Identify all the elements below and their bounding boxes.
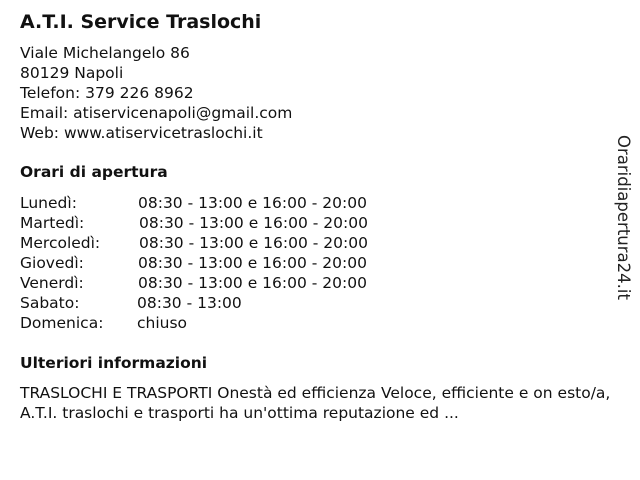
opening-hours-table — [20, 193, 610, 333]
business-card — [20, 10, 610, 423]
info-description: TRASLOCHI E TRASPORTI Onestà ed efficienza Veloce, efficiente e on esto/a, A.T.I. traslochi e trasporti ha un'ottima reputazione ed ... — [20, 384, 611, 422]
time-value: 08:30 - 13:00 e 16:00 - 20:00 — [139, 234, 368, 252]
day-label: Martedì: — [20, 214, 85, 232]
hours-row — [20, 213, 610, 233]
day-label: Venerdì: — [20, 274, 84, 292]
watermark-text: Oraridiapertura24.it — [614, 135, 633, 300]
day-label: Domenica: — [20, 314, 104, 332]
hours-row — [20, 313, 610, 333]
hours-row — [20, 273, 610, 293]
email-address: Email: atiservicenapoli@gmail.com — [20, 104, 293, 122]
time-value: 08:30 - 13:00 e 16:00 - 20:00 — [138, 274, 367, 292]
hours-row — [20, 193, 610, 213]
hours-row — [20, 253, 610, 273]
time-value: chiuso — [137, 314, 188, 332]
website-link: Web: www.atiservicetraslochi.it — [20, 124, 263, 142]
hours-row — [20, 233, 610, 253]
day-label: Lunedì: — [20, 194, 77, 212]
business-name: A.T.I. Service Traslochi — [20, 11, 262, 33]
time-value: 08:30 - 13:00 e 16:00 - 20:00 — [138, 194, 367, 212]
hours-heading: Orari di apertura — [20, 163, 168, 181]
contact-block — [20, 43, 610, 143]
day-label: Sabato: — [20, 294, 80, 312]
phone-number: Telefon: 379 226 8962 — [20, 84, 194, 102]
time-value: 08:30 - 13:00 e 16:00 - 20:00 — [139, 214, 368, 232]
day-label: Mercoledì: — [20, 234, 101, 252]
watermark — [612, 135, 634, 310]
city-address: 80129 Napoli — [20, 64, 124, 82]
time-value: 08:30 - 13:00 e 16:00 - 20:00 — [138, 254, 367, 272]
hours-row — [20, 293, 610, 313]
day-label: Giovedì: — [20, 254, 84, 272]
info-heading: Ulteriori informazioni — [20, 354, 208, 372]
street-address: Viale Michelangelo 86 — [20, 44, 190, 62]
time-value: 08:30 - 13:00 — [137, 294, 242, 312]
